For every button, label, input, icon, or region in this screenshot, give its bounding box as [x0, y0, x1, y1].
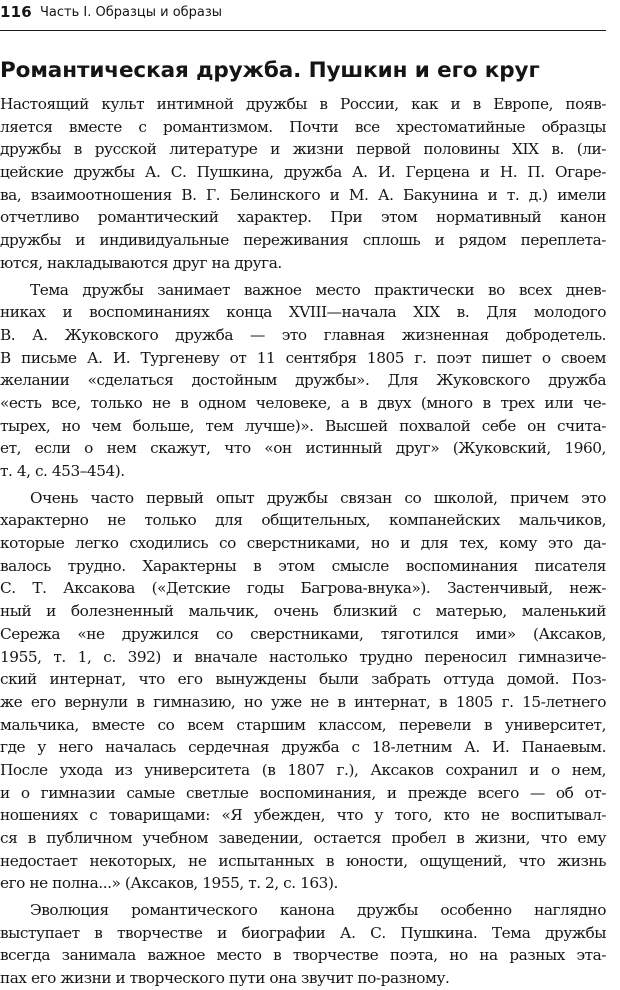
paragraph [0, 487, 606, 895]
text-line: где у него началась сердечная дружба с 18-летним А. И. Панаевым. [0, 738, 606, 757]
text-line: В. А. Жуковского дружба — это главная жизненная добродетель. [0, 325, 606, 344]
running-head [0, 0, 606, 31]
text-line: дружбы в русской литературе и жизни первой половины XIX в. (ли- [0, 140, 606, 159]
text-line: дружбы и индивидуальные переживания сплошь и рядом переплета- [0, 231, 606, 250]
text-line: ношениях с товарищами: «Я убежден, что у того, кто не воспитывал- [0, 806, 606, 825]
text-line: Эволюция романтического канона дружбы особенно наглядно [30, 901, 606, 920]
text-line: Сережа «не дружился со сверстниками, тяготился ими» (Аксаков, [0, 624, 606, 643]
text-line: т. 4, с. 453–454). [0, 462, 125, 480]
text-line: «есть все, только не в одном человеке, а в двух (много в трех или че- [0, 393, 606, 412]
text-line: отчетливо романтический характер. При этом нормативный канон [0, 208, 606, 227]
paragraph [0, 899, 606, 990]
text-line: После ухода из университета (в 1807 г.), Аксаков сохранил и о нем, [0, 760, 606, 779]
text-line: недостает некоторых, не испытанных в юности, ощущений, что жизнь [0, 851, 606, 870]
text-line: ный и болезненный мальчик, очень близкий с матерью, маленький [0, 602, 606, 621]
text-line: никах и воспоминаниях конца XVIII—начала XIX в. Для молодого [0, 303, 606, 322]
text-line: и о гимназии самые светлые воспоминания, и прежде всего — об от- [0, 783, 606, 802]
text-line: 1955, т. 1, с. 392) и вначале настолько трудно переносил гимназиче- [0, 647, 606, 666]
text-line: ский интернат, что его вынуждены были забрать оттуда домой. Поз- [0, 670, 606, 689]
text-line: валось трудно. Характерны в этом смысле воспоминания писателя [0, 556, 606, 575]
body-text [0, 93, 606, 990]
text-line: В письме А. И. Тургеневу от 11 сентября 1805 г. поэт пишет о своем [0, 348, 606, 367]
text-line: которые легко сходились со сверстниками, но и для тех, кому это да- [0, 534, 606, 553]
section-title: Романтическая дружба. Пушкин и его круг [0, 58, 540, 83]
text-line: мальчика, вместе со всем старшим классом, перевели в университет, [0, 715, 606, 734]
page-number: 116 [0, 3, 32, 21]
text-line: выступает в творчестве и биографии А. С. Пушкина. Тема дружбы [0, 923, 606, 942]
text-line: же его вернули в гимназию, но уже не в интернат, в 1805 г. 15-летнего [0, 692, 606, 711]
text-line: С. Т. Аксакова («Детские годы Багрова-внука»). Застенчивый, неж- [0, 579, 606, 598]
text-line: желании «сделаться достойным дружбы». Для Жуковского дружба [0, 371, 606, 390]
text-line: Настоящий культ интимной дружбы в России, как и в Европе, появ- [0, 95, 606, 113]
text-line: пах его жизни и творческого пути она звучит по-разному. [0, 969, 450, 988]
paragraph [0, 279, 606, 483]
text-line: ляется вместе с романтизмом. Почти все хрестоматийные образцы [0, 117, 606, 136]
text-line: ва, взаимоотношения В. Г. Белинского и М. А. Бакунина и т. д.) имели [0, 185, 606, 204]
running-head-title: Часть I. Образцы и образы [40, 5, 223, 20]
paragraph [0, 93, 606, 275]
text-line: всегда занимала важное место в творчестве поэта, но на разных эта- [0, 946, 606, 965]
text-line: ются, накладываются друг на друга. [0, 253, 282, 272]
text-line: Очень часто первый опыт дружбы связан со школой, причем это [30, 488, 606, 507]
text-line: тырех, но чем больше, тем лучше)». Высшей похвалой себе он счита- [0, 416, 606, 435]
text-line: ет, если о нем скажут, что «он истинный друг» (Жуковский, 1960, [0, 439, 606, 458]
text-line: цейские дружбы А. С. Пушкина, дружба А. И. Герцена и Н. П. Огаре- [0, 163, 606, 182]
text-line: его не полна...» (Аксаков, 1955, т. 2, с. 163). [0, 874, 338, 893]
text-line: характерно не только для общительных, компанейских мальчиков, [0, 511, 606, 530]
text-line: ся в публичном учебном заведении, остается пробел в жизни, что ему [0, 829, 606, 847]
text-line: Тема дружбы занимает важное место практически во всех днев- [30, 280, 606, 299]
